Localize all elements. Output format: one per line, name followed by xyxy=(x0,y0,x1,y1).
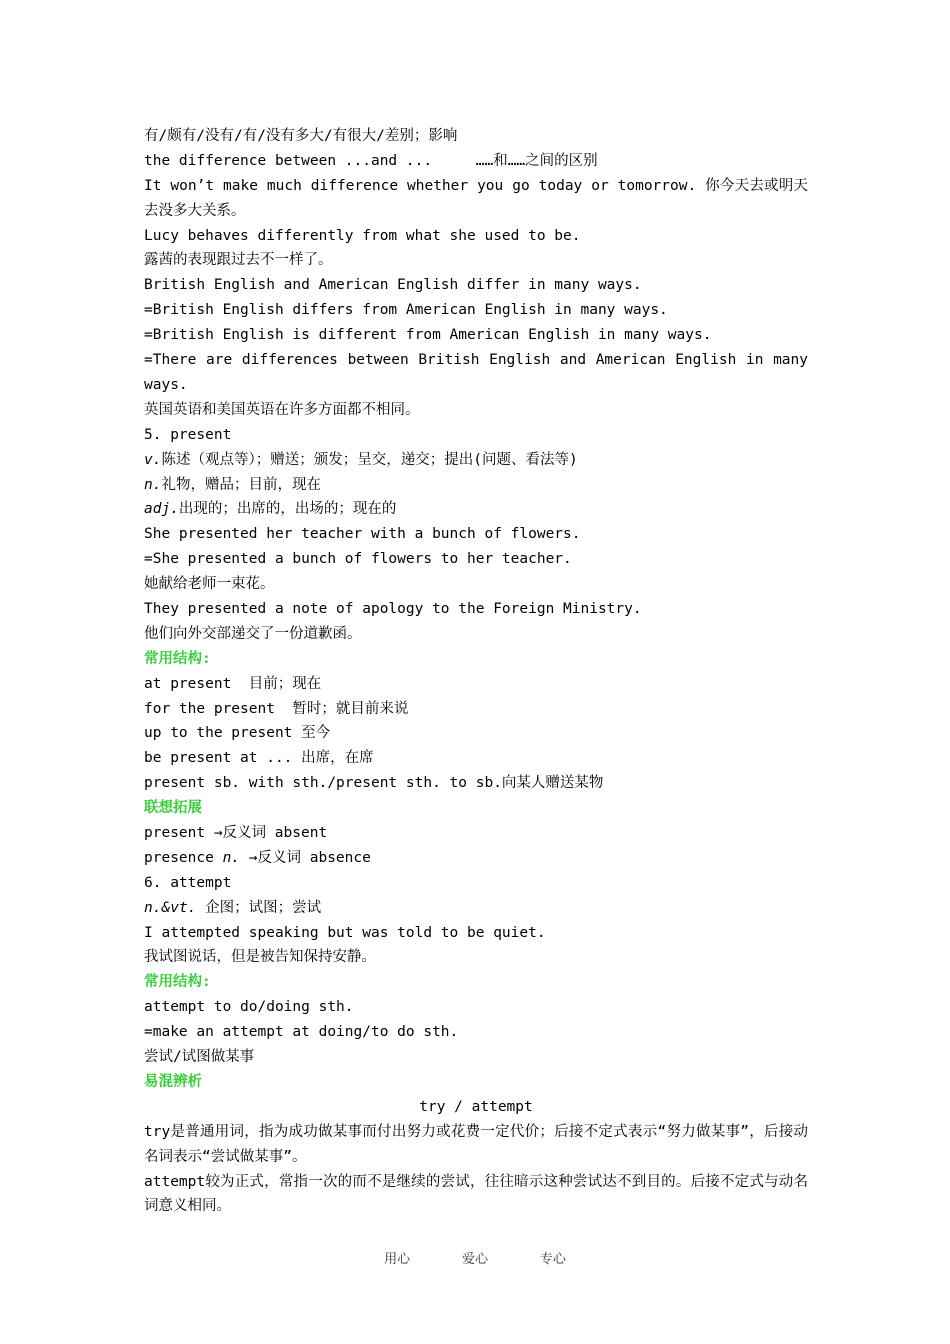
text-line: be present at ... 出席，在席 xyxy=(144,750,374,767)
text-line: attempt to do/doing sth. xyxy=(144,999,354,1016)
section-heading: 易混辨析 xyxy=(144,1073,202,1090)
text-line: Lucy behaves differently from what she used to be. xyxy=(144,227,581,244)
footer-word: 爱心 xyxy=(461,1252,488,1267)
text-line: British English and American English differ in many ways. xyxy=(144,277,642,294)
definition-text: 陈述（观点等）；赠送；颁发；呈交，递交；提出(问题、看法等) xyxy=(161,451,578,468)
text-paragraph: try是普通用词，指为成功做某事而付出努力或花费一定代价；后接不定式表示“努力做某事”，后接动名词表示“尝试做某事”。 xyxy=(144,1123,808,1165)
text-line xyxy=(144,497,808,522)
text-line: 英国英语和美国英语在许多方面都不相同。 xyxy=(144,401,420,418)
section-heading: 常用结构: xyxy=(144,974,211,991)
text-line: 5. present xyxy=(144,426,232,443)
footer-word: 用心 xyxy=(384,1252,411,1267)
part-of-speech: v. xyxy=(144,451,162,468)
comparison-title: try / attempt xyxy=(419,1098,533,1115)
text-line: =She presented a bunch of flowers to her teacher. xyxy=(144,551,572,568)
text-line: =British English is different from American English in many ways. xyxy=(144,327,712,344)
text-line xyxy=(144,846,808,871)
document-body xyxy=(144,124,808,1219)
definition-text: 企图；试图；尝试 xyxy=(196,899,322,916)
text-line: 尝试/试图做某事 xyxy=(144,1049,255,1066)
text-line: 有/颇有/没有/有/没有多大/有很大/差别；影响 xyxy=(144,128,458,144)
part-of-speech: adj. xyxy=(144,501,179,518)
definition-text: →反义词 absence xyxy=(240,849,371,866)
definition-text: 出现的；出席的，出场的；现在的 xyxy=(178,501,397,518)
text-line: present sb. with sth./present sth. to sb.向某人赠送某物 xyxy=(144,775,604,792)
section-heading: 联想拓展 xyxy=(144,800,202,817)
definition-text: 礼物，赠品；目前，现在 xyxy=(161,476,321,493)
text-line: 她献给老师一束花。 xyxy=(144,576,275,593)
text-line: 6. attempt xyxy=(144,874,232,891)
headword: presence xyxy=(144,849,223,866)
footer-word: 专心 xyxy=(539,1252,566,1267)
text-line: =British English differs from American English in many ways. xyxy=(144,302,668,319)
part-of-speech: n. xyxy=(144,476,162,493)
text-line xyxy=(144,473,808,498)
text-line: 露茜的表现跟过去不一样了。 xyxy=(144,252,333,269)
text-line xyxy=(144,896,808,921)
text-paragraph: attempt较为正式，常指一次的而不是继续的尝试，往往暗示这种尝试达不到目的。后接不定式与动名词意义相同。 xyxy=(144,1173,808,1215)
section-heading: 常用结构: xyxy=(144,650,211,667)
text-paragraph: =There are differences between British English and American English in many ways. xyxy=(144,352,808,393)
part-of-speech: n. xyxy=(222,849,241,866)
text-line: the difference between ...and ... ……和……之间的区别 xyxy=(144,152,598,169)
text-line: I attempted speaking but was told to be quiet. xyxy=(144,924,546,941)
text-line: She presented her teacher with a bunch of flowers. xyxy=(144,526,581,543)
text-line: =make an attempt at doing/to do sth. xyxy=(144,1024,459,1041)
text-line: They presented a note of apology to the Foreign Ministry. xyxy=(144,600,642,617)
text-line: present →反义词 absent xyxy=(144,825,328,841)
text-line: 我试图说话，但是被告知保持安静。 xyxy=(144,949,376,966)
text-line: for the present 暂时；就目前来说 xyxy=(144,700,409,717)
text-line: up to the present 至今 xyxy=(144,725,331,742)
part-of-speech: n.&vt. xyxy=(144,899,197,916)
page-footer xyxy=(0,1248,950,1267)
text-line xyxy=(144,448,808,473)
text-paragraph: It won’t make much difference whether you go today or tomorrow. 你今天去或明天去没多大关系。 xyxy=(144,177,808,219)
text-line: at present 目前；现在 xyxy=(144,675,322,692)
text-line: 他们向外交部递交了一份道歉函。 xyxy=(144,625,362,642)
